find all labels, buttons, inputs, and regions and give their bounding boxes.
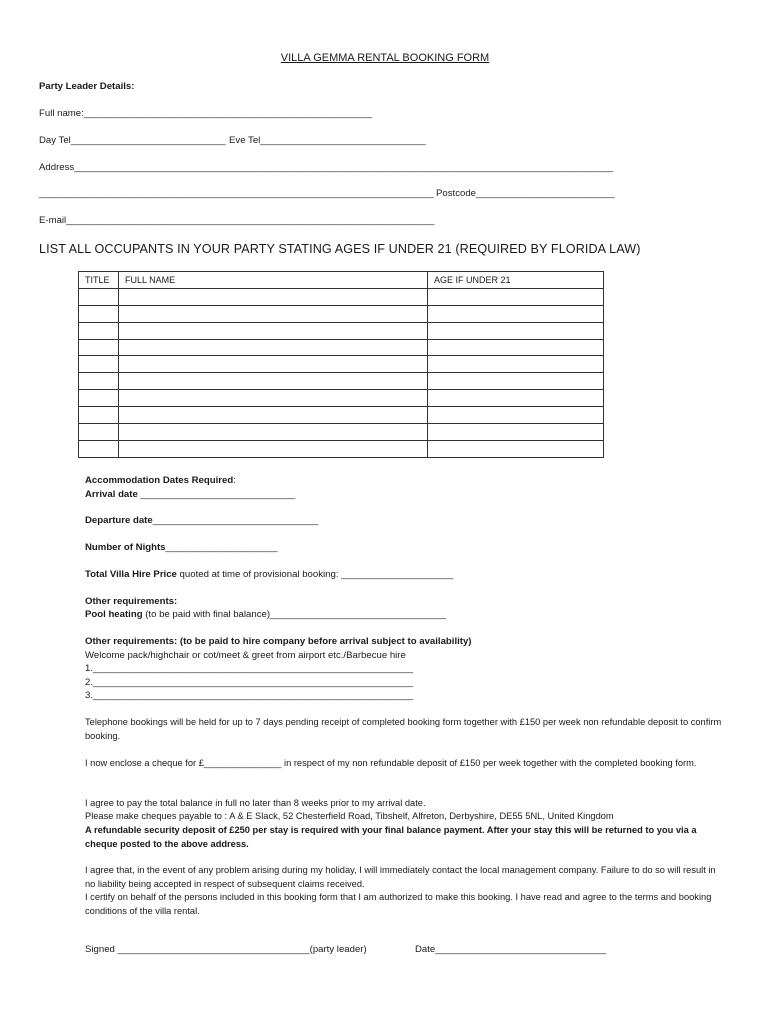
full-name-cell[interactable] <box>119 407 428 424</box>
email-field[interactable]: E-mail_____________________________________________________________________ <box>39 215 435 226</box>
cheque-deposit-text: I now enclose a cheque for £_______________ in respect of my non refundable deposit of £150 per week together with the completed booking form. <box>85 758 697 768</box>
departure-date-field[interactable]: Departure date_______________________________ <box>85 515 319 526</box>
balance-text: I agree to pay the total balance in full no later than 8 weeks prior to my arrival date. <box>85 798 426 808</box>
table-row <box>79 356 604 373</box>
age-cell[interactable] <box>428 288 604 305</box>
occupants-heading: LIST ALL OCCUPANTS IN YOUR PARTY STATING AGES IF UNDER 21 (REQUIRED BY FLORIDA LAW) <box>39 242 641 256</box>
table-row <box>79 305 604 322</box>
column-header-title: TITLE <box>79 272 119 289</box>
full-name-cell[interactable] <box>119 305 428 322</box>
pool-heating-field[interactable]: Pool heating (to be paid with final balance)_________________________________ <box>85 609 447 620</box>
hire-requirements-heading: Other requirements: (to be paid to hire company before arrival subject to availability) <box>85 636 472 647</box>
table-row <box>79 373 604 390</box>
title-cell[interactable] <box>79 440 119 457</box>
title-cell[interactable] <box>79 288 119 305</box>
address-field[interactable]: Address_____________________________________________________________________________________________________ <box>39 162 614 173</box>
age-cell[interactable] <box>428 390 604 407</box>
title-cell[interactable] <box>79 339 119 356</box>
age-cell[interactable] <box>428 356 604 373</box>
signature-field[interactable]: Signed ____________________________________(party leader) <box>85 944 367 955</box>
date-signed-field[interactable]: Date________________________________ <box>415 944 607 955</box>
age-cell[interactable] <box>428 305 604 322</box>
age-cell[interactable] <box>428 339 604 356</box>
postcode-field[interactable]: Postcode__________________________ <box>436 188 615 199</box>
full-name-cell[interactable] <box>119 424 428 441</box>
hire-examples: Welcome pack/highchair or cot/meet & greet from airport etc./Barbecue hire <box>85 650 406 661</box>
requirement-line-2[interactable]: 2.____________________________________________________________ <box>85 677 414 688</box>
form-title: VILLA GEMMA RENTAL BOOKING FORM <box>280 52 490 64</box>
arrival-date-field[interactable]: Arrival date _____________________________ <box>85 489 296 500</box>
title-cell[interactable] <box>79 356 119 373</box>
title-cell[interactable] <box>79 424 119 441</box>
table-row <box>79 322 604 339</box>
requirement-line-1[interactable]: 1.____________________________________________________________ <box>85 663 414 674</box>
column-header-age: AGE IF UNDER 21 <box>428 272 604 289</box>
table-row <box>79 390 604 407</box>
address-line2-field[interactable]: __________________________________________________________________________ <box>39 188 434 199</box>
table-row <box>79 440 604 457</box>
title-cell[interactable] <box>79 322 119 339</box>
full-name-field[interactable]: Full name:______________________________________________________ <box>39 108 372 119</box>
age-cell[interactable] <box>428 407 604 424</box>
table-row <box>79 424 604 441</box>
age-cell[interactable] <box>428 424 604 441</box>
other-requirements-heading: Other requirements: <box>85 596 178 607</box>
table-row <box>79 339 604 356</box>
security-deposit-text: A refundable security deposit of £250 per stay is required with your final balance payment. After your stay this will be returned to you via a cheque posted to the above address. <box>85 825 697 849</box>
age-cell[interactable] <box>428 373 604 390</box>
age-cell[interactable] <box>428 322 604 339</box>
eve-tel-field[interactable]: Eve Tel_______________________________ <box>229 135 426 146</box>
full-name-cell[interactable] <box>119 390 428 407</box>
table-row <box>79 288 604 305</box>
title-cell[interactable] <box>79 305 119 322</box>
age-cell[interactable] <box>428 440 604 457</box>
total-price-field[interactable]: Total Villa Hire Price quoted at time of provisional booking: _____________________ <box>85 569 454 580</box>
requirement-line-3[interactable]: 3.____________________________________________________________ <box>85 690 414 701</box>
full-name-cell[interactable] <box>119 356 428 373</box>
payable-text: Please make cheques payable to : A & E Slack, 52 Chesterfield Road, Tibshelf, Alfreton, Derbyshire, DE55 5NL, United Kingdom <box>85 811 614 821</box>
full-name-cell[interactable] <box>119 322 428 339</box>
problem-text: I agree that, in the event of any problem arising during my holiday, I will immediately contact the local management company. Failure to do so will result in no liability being accepted in respect of subsequent claims received. <box>85 865 716 889</box>
table-row <box>79 407 604 424</box>
full-name-cell[interactable] <box>119 440 428 457</box>
certify-text: I certify on behalf of the persons included in this booking form that I am authorized to make this booking. I have read and agree to the terms and booking conditions of the villa rental. <box>85 892 712 916</box>
full-name-cell[interactable] <box>119 373 428 390</box>
full-name-cell[interactable] <box>119 339 428 356</box>
column-header-full-name: FULL NAME <box>119 272 428 289</box>
occupants-table <box>78 271 604 458</box>
number-of-nights-field[interactable]: Number of Nights_____________________ <box>85 542 278 553</box>
table-header-row <box>79 272 604 289</box>
dates-heading: Accommodation Dates Required: <box>85 475 236 486</box>
telephone-bookings-text: Telephone bookings will be held for up to 7 days pending receipt of completed booking form together with £150 per week non refundable deposit to confirm booking. <box>85 717 722 741</box>
title-cell[interactable] <box>79 390 119 407</box>
full-name-cell[interactable] <box>119 288 428 305</box>
title-cell[interactable] <box>79 407 119 424</box>
day-tel-field[interactable]: Day Tel_____________________________ <box>39 135 226 146</box>
party-leader-heading: Party Leader Details: <box>39 81 135 92</box>
title-cell[interactable] <box>79 373 119 390</box>
